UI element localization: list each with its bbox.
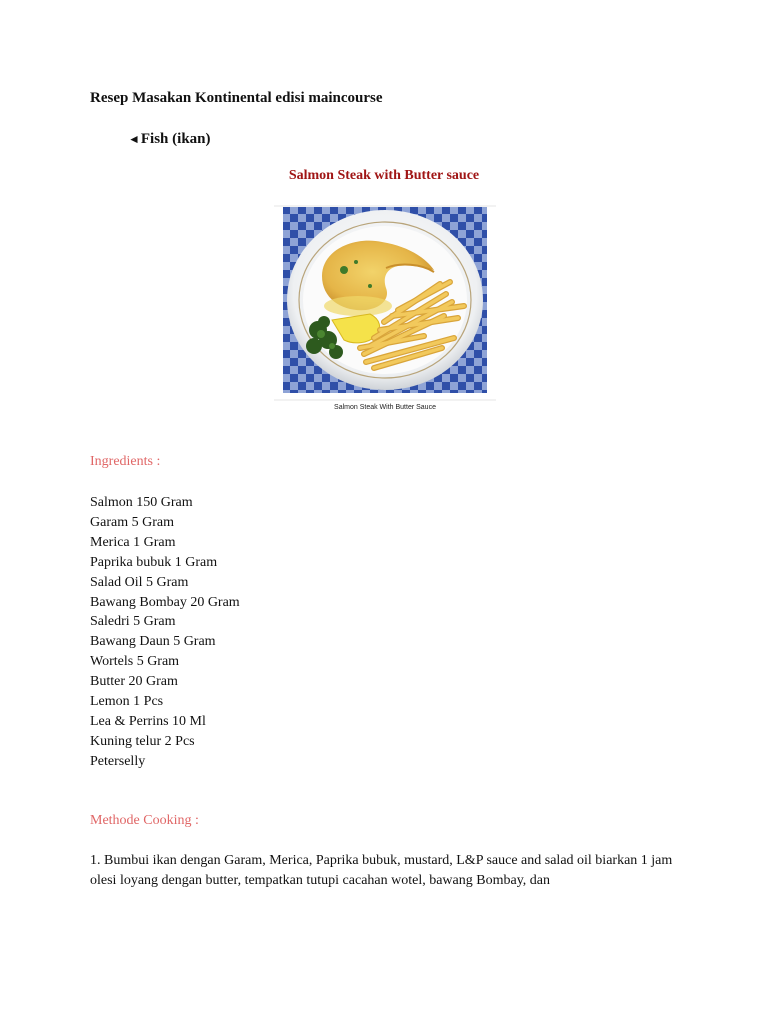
section-heading-text: Fish (ikan) [140, 131, 211, 147]
list-item: Peterselly [90, 753, 146, 769]
list-item: Paprika bubuk 1 Gram [90, 554, 218, 570]
list-item: Garam 5 Gram [90, 514, 174, 530]
list-item: Bawang Daun 5 Gram [90, 634, 216, 650]
list-item: Butter 20 Gram [90, 674, 178, 690]
list-item: Wortels 5 Gram [90, 654, 180, 670]
list-item: Bawang Bombay 20 Gram [90, 594, 240, 610]
list-item: Merica 1 Gram [90, 534, 176, 550]
list-item: Lea & Perrins 10 Ml [90, 713, 206, 729]
list-item: Salmon 150 Gram [90, 495, 193, 510]
section-heading [128, 131, 211, 148]
method-label: Methode Cooking : [90, 813, 199, 828]
list-item: Saledri 5 Gram [90, 614, 176, 630]
ingredients-label: Ingredients : [90, 454, 161, 469]
ingredients-list [90, 493, 240, 772]
image-caption: Salmon Steak With Butter Sauce [334, 404, 436, 411]
recipe-figure [274, 198, 496, 420]
list-item: Lemon 1 Pcs [90, 694, 164, 710]
list-item: Salad Oil 5 Gram [90, 574, 189, 590]
list-item: Kuning telur 2 Pcs [90, 733, 195, 749]
document-title: Resep Masakan Kontinental edisi maincourse [90, 90, 383, 106]
salmon-steak-photo [274, 198, 496, 420]
arrow-left-icon: ◄ [128, 132, 140, 146]
recipe-title: Salmon Steak with Butter sauce [288, 168, 480, 183]
method-paragraph: 1. Bumbui ikan dengan Garam, Merica, Paprika bubuk, mustard, L&P sauce and salad oil biarkan 1 jam olesi loyang dengan butter, tempatkan tutupi cacahan wotel, bawang Bombay, dan [90, 853, 673, 888]
